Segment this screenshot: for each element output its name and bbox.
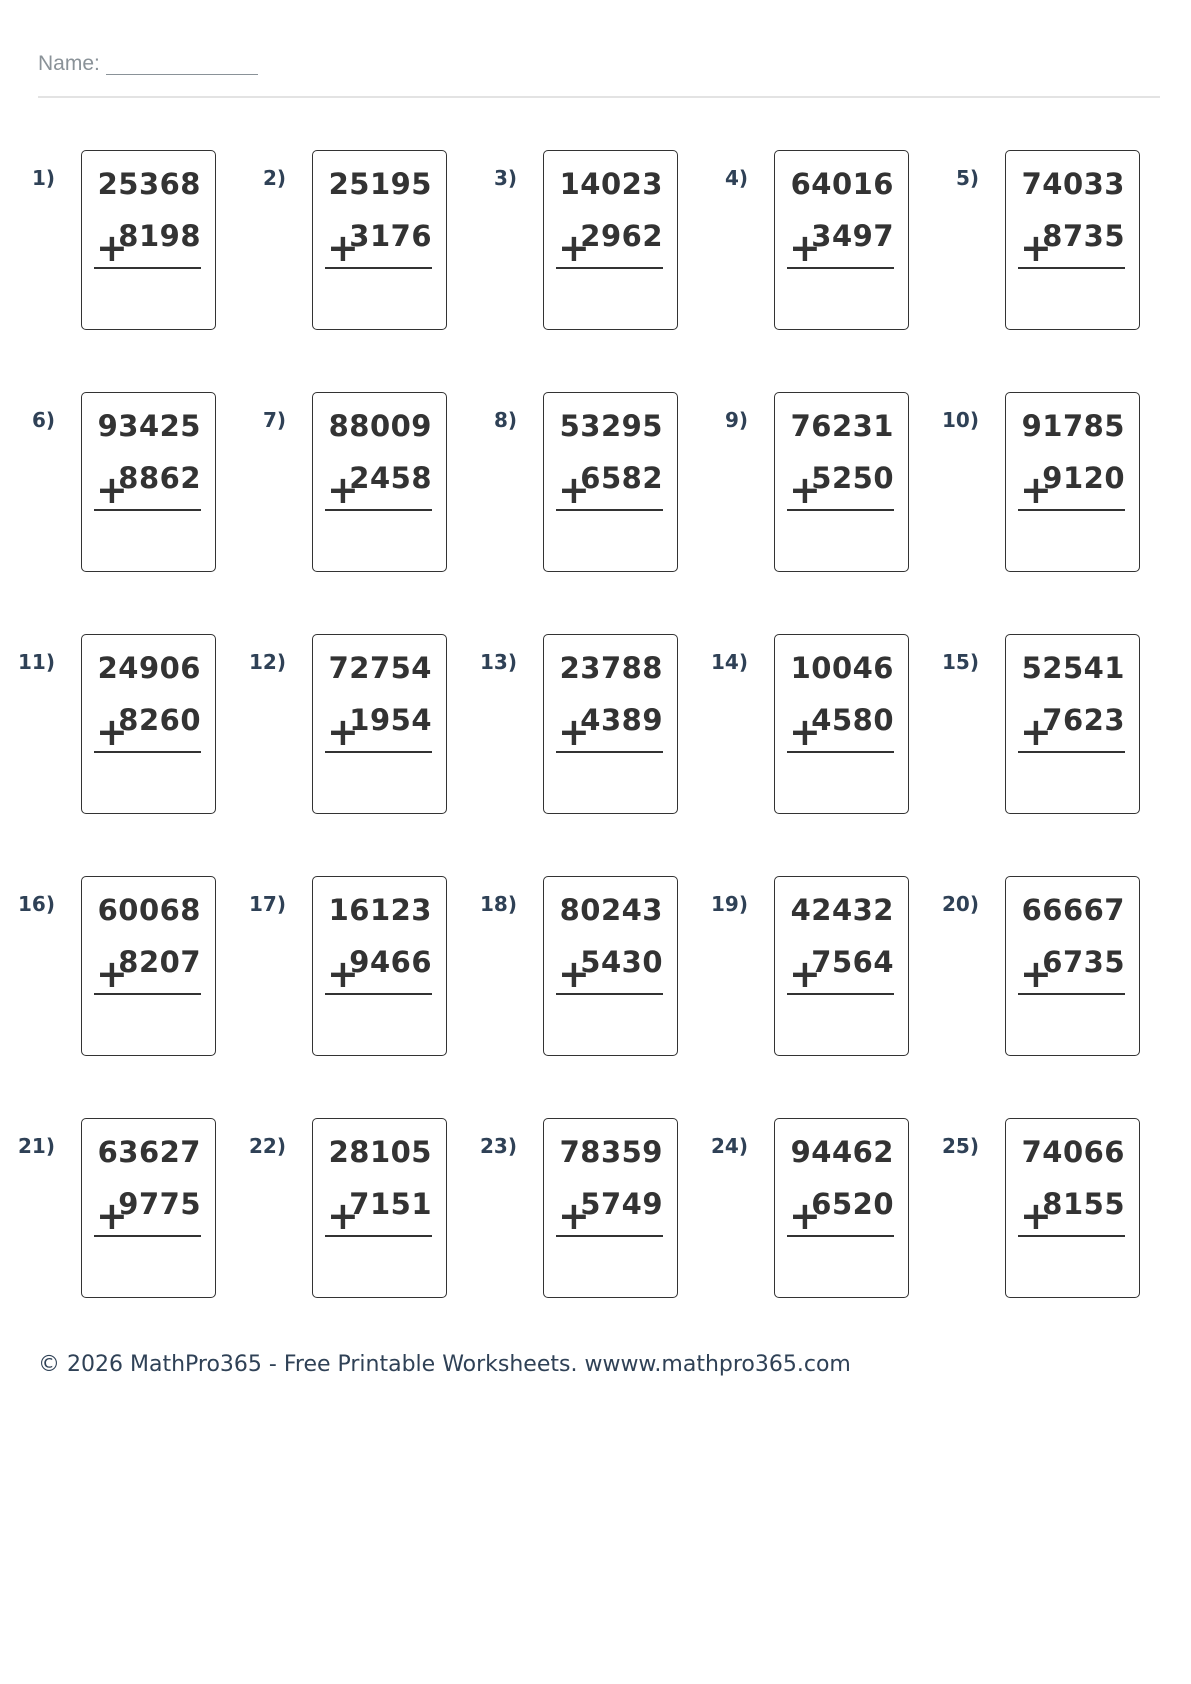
answer-line	[1018, 267, 1125, 269]
addend-bottom: 6520	[811, 1187, 894, 1221]
problem-card	[81, 150, 216, 330]
problem-item	[924, 634, 1124, 824]
plus-sign: +	[96, 710, 128, 754]
answer-line	[94, 509, 201, 511]
addend-top: 74066	[1021, 1135, 1125, 1169]
problem-number: 16)	[18, 892, 55, 916]
plus-sign: +	[96, 952, 128, 996]
addend-top: 42432	[790, 893, 894, 927]
plus-sign: +	[96, 468, 128, 512]
answer-line	[787, 267, 894, 269]
problem-number: 11)	[18, 650, 55, 674]
addend-top: 76231	[790, 409, 894, 443]
answer-line	[94, 1235, 201, 1237]
problem-card	[543, 876, 678, 1056]
addend-bottom: 3497	[811, 219, 894, 253]
problem-item	[231, 876, 431, 1066]
problem-item	[924, 150, 1124, 340]
problem-item	[693, 1118, 893, 1308]
answer-line	[1018, 1235, 1125, 1237]
addend-bottom: 3176	[349, 219, 432, 253]
plus-sign: +	[789, 226, 821, 270]
addend-bottom: 6735	[1042, 945, 1125, 979]
addend-top: 28105	[328, 1135, 432, 1169]
answer-line	[325, 751, 432, 753]
problem-item	[0, 876, 200, 1066]
problem-card	[543, 634, 678, 814]
addend-bottom: 4580	[811, 703, 894, 737]
problem-item	[231, 634, 431, 824]
plus-sign: +	[1020, 1194, 1052, 1238]
problem-item	[693, 634, 893, 824]
problem-card	[543, 1118, 678, 1298]
addend-bottom: 8207	[118, 945, 201, 979]
answer-line	[787, 1235, 894, 1237]
problem-number: 14)	[711, 650, 748, 674]
plus-sign: +	[96, 226, 128, 270]
problem-item	[462, 392, 662, 582]
answer-line	[325, 267, 432, 269]
addend-bottom: 8155	[1042, 1187, 1125, 1221]
problem-number: 10)	[942, 408, 979, 432]
addend-top: 53295	[559, 409, 663, 443]
problem-card	[81, 1118, 216, 1298]
addend-bottom: 8735	[1042, 219, 1125, 253]
addend-bottom: 7564	[811, 945, 894, 979]
footer-copyright: © 2026 MathPro365 - Free Printable Worksheets. wwww.mathpro365.com	[38, 1352, 851, 1377]
problem-number: 22)	[249, 1134, 286, 1158]
problem-card	[312, 634, 447, 814]
addend-bottom: 1954	[349, 703, 432, 737]
addend-bottom: 2458	[349, 461, 432, 495]
problem-number: 2)	[262, 166, 286, 190]
plus-sign: +	[327, 710, 359, 754]
name-label: Name:	[38, 52, 100, 75]
answer-line	[94, 993, 201, 995]
plus-sign: +	[1020, 468, 1052, 512]
addend-top: 94462	[790, 1135, 894, 1169]
plus-sign: +	[327, 226, 359, 270]
answer-line	[787, 993, 894, 995]
problem-item	[693, 150, 893, 340]
answer-line	[1018, 993, 1125, 995]
plus-sign: +	[558, 952, 590, 996]
addend-top: 91785	[1021, 409, 1125, 443]
plus-sign: +	[558, 468, 590, 512]
problem-number: 7)	[262, 408, 286, 432]
problem-number: 9)	[724, 408, 748, 432]
addend-bottom: 2962	[580, 219, 663, 253]
problem-card	[81, 392, 216, 572]
addend-bottom: 5430	[580, 945, 663, 979]
answer-line	[94, 267, 201, 269]
addend-top: 93425	[97, 409, 201, 443]
problem-number: 17)	[249, 892, 286, 916]
addend-top: 16123	[328, 893, 432, 927]
plus-sign: +	[96, 1194, 128, 1238]
plus-sign: +	[789, 1194, 821, 1238]
problem-card	[543, 392, 678, 572]
problem-item	[462, 1118, 662, 1308]
addend-top: 63627	[97, 1135, 201, 1169]
addend-top: 66667	[1021, 893, 1125, 927]
problem-number: 23)	[480, 1134, 517, 1158]
addend-top: 88009	[328, 409, 432, 443]
answer-line	[1018, 751, 1125, 753]
addend-top: 64016	[790, 167, 894, 201]
addend-top: 23788	[559, 651, 663, 685]
problem-item	[462, 150, 662, 340]
plus-sign: +	[789, 710, 821, 754]
plus-sign: +	[558, 710, 590, 754]
problem-item	[462, 876, 662, 1066]
problem-item	[231, 1118, 431, 1308]
addend-bottom: 7151	[349, 1187, 432, 1221]
answer-line	[94, 751, 201, 753]
problem-number: 13)	[480, 650, 517, 674]
addend-top: 60068	[97, 893, 201, 927]
problem-card	[1005, 634, 1140, 814]
addend-bottom: 5749	[580, 1187, 663, 1221]
problem-number: 20)	[942, 892, 979, 916]
addend-top: 78359	[559, 1135, 663, 1169]
problem-number: 3)	[493, 166, 517, 190]
problem-item	[231, 150, 431, 340]
answer-line	[556, 993, 663, 995]
addend-top: 74033	[1021, 167, 1125, 201]
problem-card	[312, 150, 447, 330]
problem-card	[81, 634, 216, 814]
problem-number: 12)	[249, 650, 286, 674]
problem-number: 25)	[942, 1134, 979, 1158]
problem-number: 24)	[711, 1134, 748, 1158]
plus-sign: +	[558, 226, 590, 270]
problem-card	[312, 392, 447, 572]
addend-top: 10046	[790, 651, 894, 685]
answer-line	[556, 267, 663, 269]
addend-bottom: 9466	[349, 945, 432, 979]
problem-item	[0, 392, 200, 582]
problem-number: 6)	[31, 408, 55, 432]
plus-sign: +	[1020, 226, 1052, 270]
problem-item	[0, 634, 200, 824]
addend-bottom: 9120	[1042, 461, 1125, 495]
answer-line	[325, 509, 432, 511]
problem-card	[1005, 876, 1140, 1056]
addend-top: 72754	[328, 651, 432, 685]
problem-item	[0, 150, 200, 340]
problem-card	[1005, 150, 1140, 330]
addend-top: 25368	[97, 167, 201, 201]
problem-item	[924, 1118, 1124, 1308]
problem-item	[924, 876, 1124, 1066]
answer-line	[556, 1235, 663, 1237]
problem-card	[312, 1118, 447, 1298]
plus-sign: +	[327, 468, 359, 512]
problem-card	[774, 392, 909, 572]
problem-card	[543, 150, 678, 330]
problem-card	[1005, 1118, 1140, 1298]
plus-sign: +	[1020, 710, 1052, 754]
problem-item	[924, 392, 1124, 582]
answer-line	[556, 751, 663, 753]
problem-number: 18)	[480, 892, 517, 916]
problem-item	[231, 392, 431, 582]
plus-sign: +	[1020, 952, 1052, 996]
problem-number: 4)	[724, 166, 748, 190]
addend-bottom: 5250	[811, 461, 894, 495]
addend-top: 14023	[559, 167, 663, 201]
problem-item	[0, 1118, 200, 1308]
problem-item	[462, 634, 662, 824]
problem-item	[693, 876, 893, 1066]
answer-line	[556, 509, 663, 511]
problem-number: 1)	[31, 166, 55, 190]
addend-top: 24906	[97, 651, 201, 685]
problem-number: 21)	[18, 1134, 55, 1158]
addend-bottom: 4389	[580, 703, 663, 737]
answer-line	[325, 993, 432, 995]
answer-line	[1018, 509, 1125, 511]
problem-card	[312, 876, 447, 1056]
problem-card	[774, 876, 909, 1056]
problem-card	[81, 876, 216, 1056]
addend-top: 52541	[1021, 651, 1125, 685]
answer-line	[325, 1235, 432, 1237]
addend-bottom: 8198	[118, 219, 201, 253]
problem-item	[693, 392, 893, 582]
plus-sign: +	[558, 1194, 590, 1238]
addend-top: 25195	[328, 167, 432, 201]
problem-number: 5)	[955, 166, 979, 190]
answer-line	[787, 751, 894, 753]
problem-card	[774, 150, 909, 330]
addend-bottom: 9775	[118, 1187, 201, 1221]
plus-sign: +	[789, 468, 821, 512]
answer-line	[787, 509, 894, 511]
problem-card	[774, 634, 909, 814]
plus-sign: +	[327, 952, 359, 996]
addend-top: 80243	[559, 893, 663, 927]
plus-sign: +	[789, 952, 821, 996]
problem-card	[774, 1118, 909, 1298]
plus-sign: +	[327, 1194, 359, 1238]
addend-bottom: 8260	[118, 703, 201, 737]
addend-bottom: 6582	[580, 461, 663, 495]
problem-number: 8)	[493, 408, 517, 432]
problem-number: 19)	[711, 892, 748, 916]
problem-card	[1005, 392, 1140, 572]
problem-number: 15)	[942, 650, 979, 674]
addend-bottom: 8862	[118, 461, 201, 495]
addend-bottom: 7623	[1042, 703, 1125, 737]
